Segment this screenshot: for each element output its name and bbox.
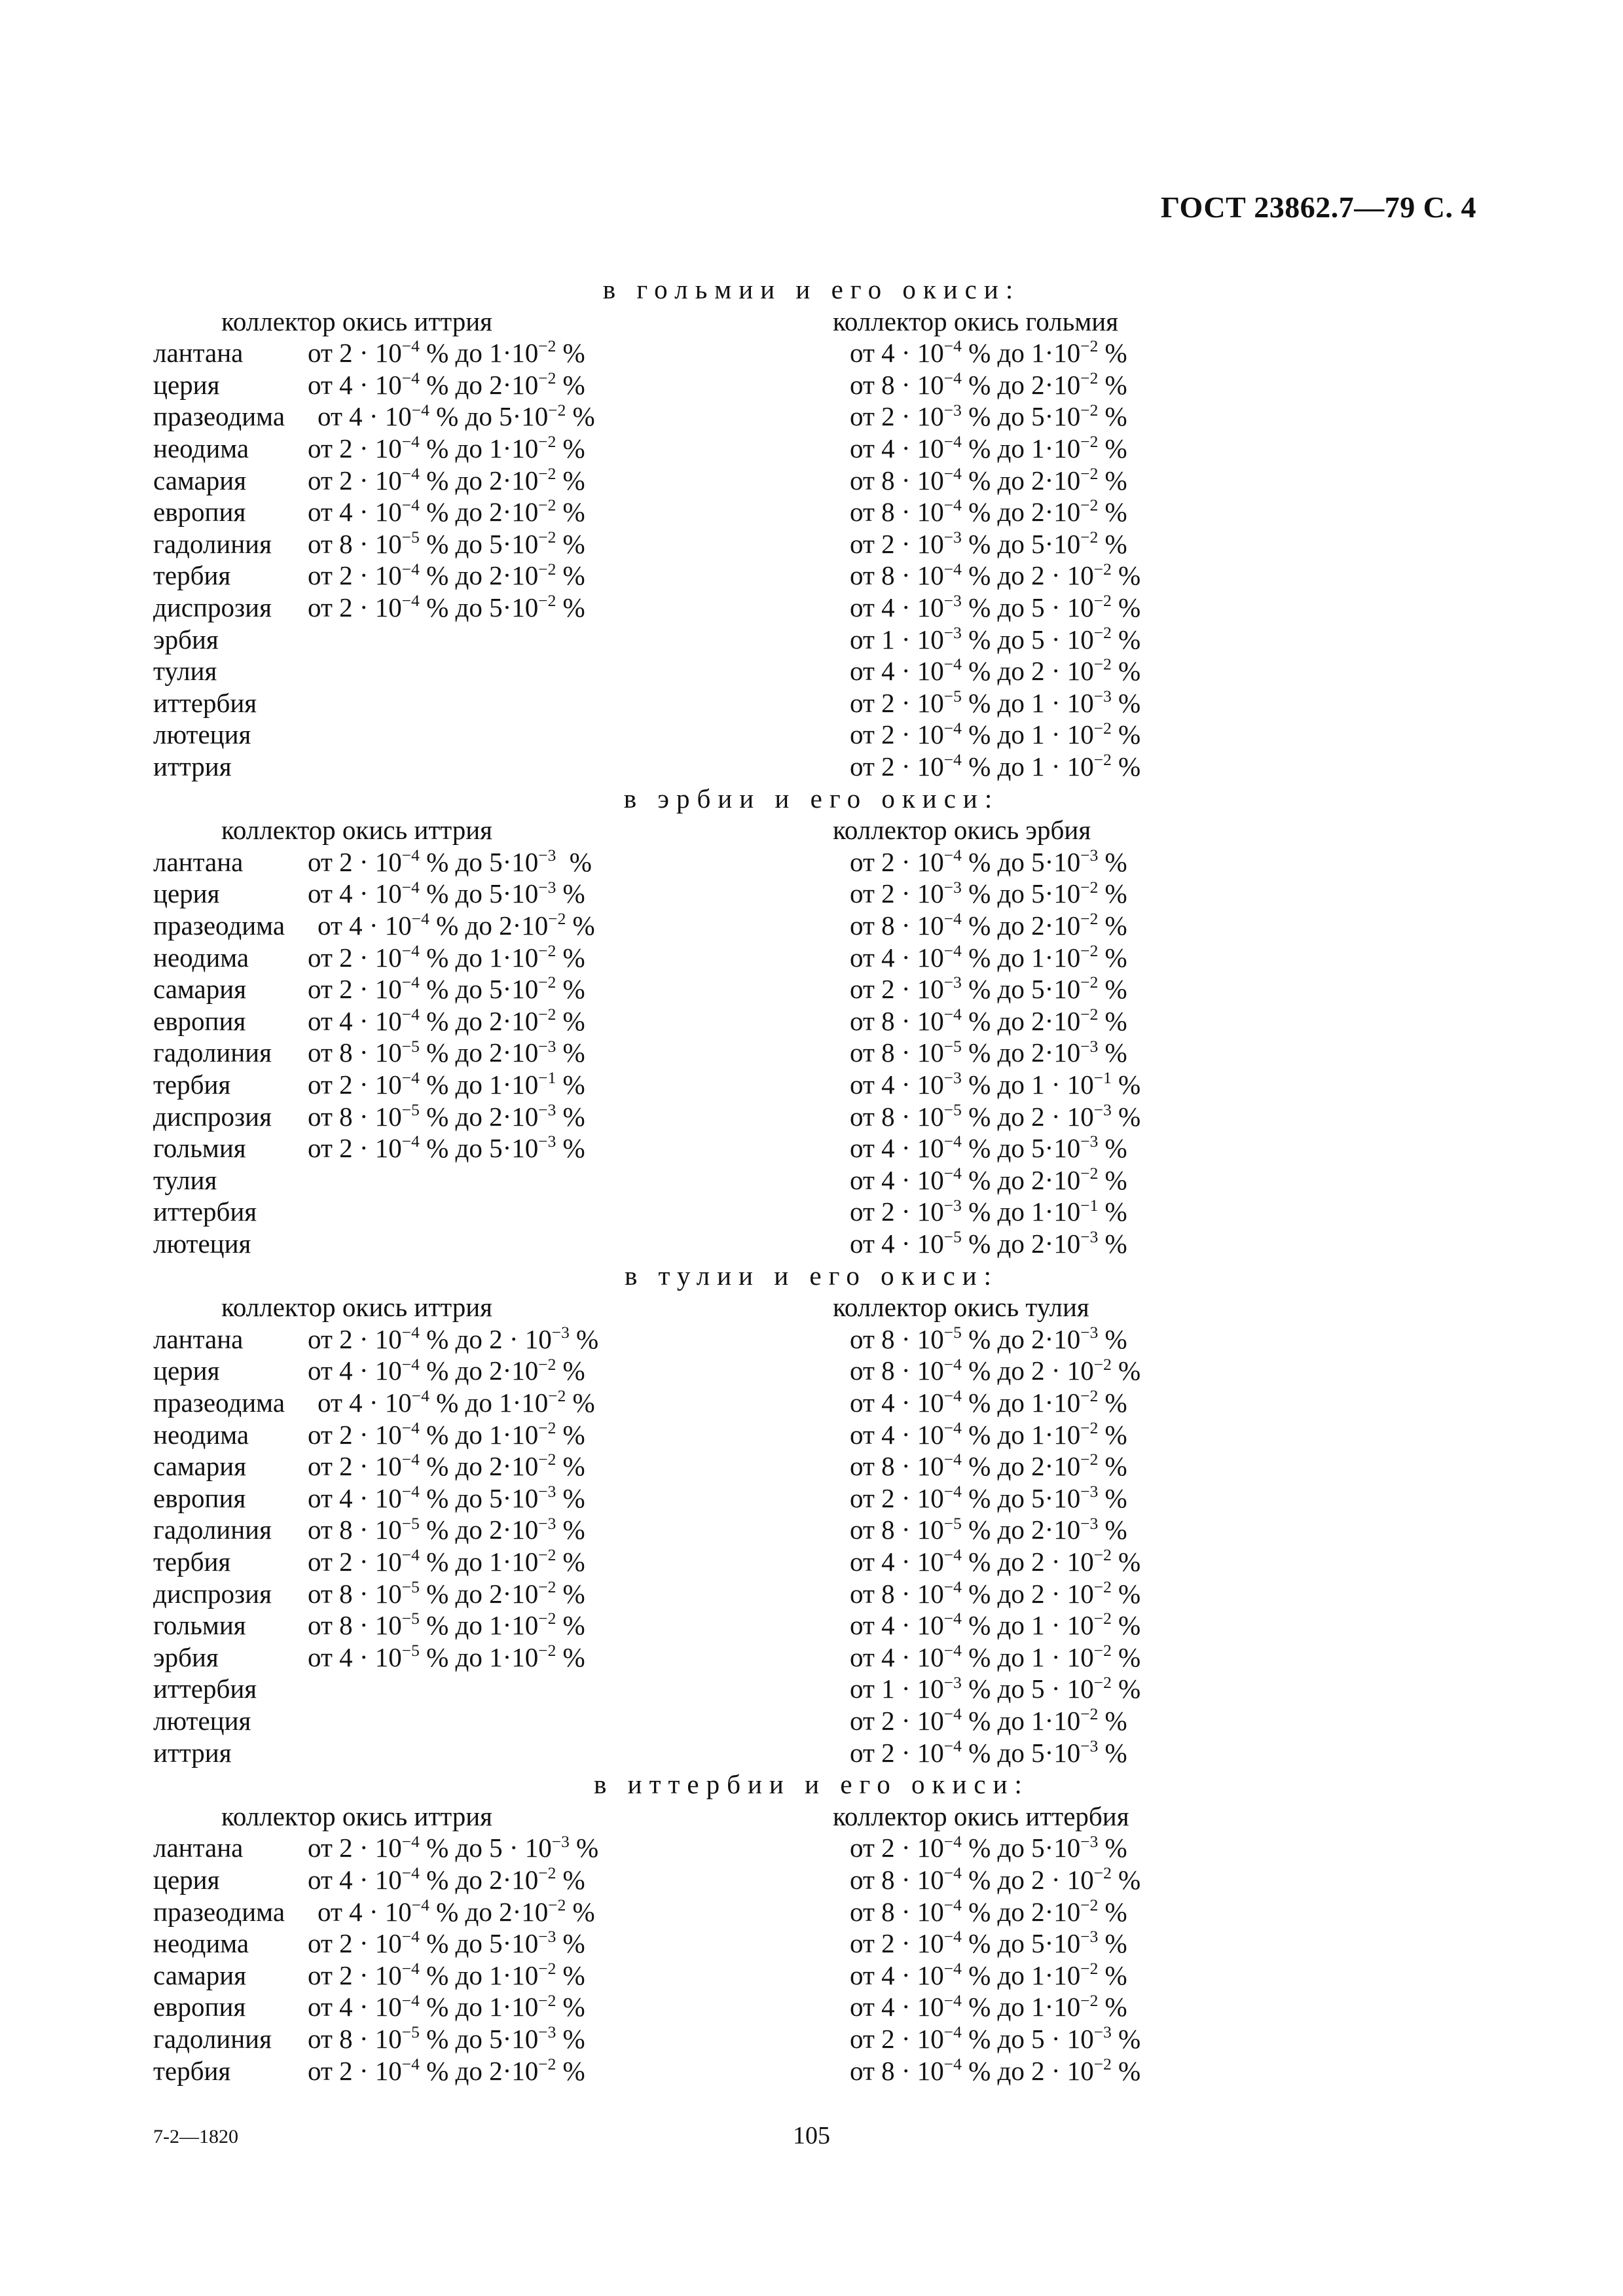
table-row <box>0 1705 1623 1737</box>
range-own-collector: от $2 \cdot 10^{-3}$ % до $5\cdot 10^{-2}$ % <box>850 973 1127 1005</box>
table-row <box>0 465 1623 497</box>
range-own-collector: от $8 \cdot 10^{-4}$ % до $2\cdot 10^{-2}$ % <box>850 496 1127 528</box>
element-name: неодима <box>153 942 249 973</box>
collector-right-heading: коллектор окись тулия <box>833 1292 1089 1323</box>
element-name: самария <box>153 1960 247 1990</box>
range-own-collector: от $2 \cdot 10^{-4}$ % до $5\cdot 10^{-3}$ % <box>850 1736 1127 1768</box>
range-own-collector: от $1 \cdot 10^{-3}$ % до $5 \cdot 10^{-2}$ % <box>850 623 1141 655</box>
table-row <box>0 1737 1623 1769</box>
range-own-collector: от $8 \cdot 10^{-4}$ % до $2 \cdot 10^{-2}$ % <box>850 1577 1141 1609</box>
section-title: в иттербии и его окиси: <box>594 1769 1029 1800</box>
range-own-collector: от $4 \cdot 10^{-5}$ % до $2\cdot 10^{-3}$ % <box>850 1228 1127 1259</box>
element-name: самария <box>153 465 247 495</box>
range-yttrium-collector: от $8 \cdot 10^{-5}$ % до $5\cdot 10^{-3}$ % <box>308 2023 585 2054</box>
range-yttrium-collector: от $2 \cdot 10^{-4}$ % до $5\cdot 10^{-3}$ % <box>308 846 592 877</box>
range-own-collector: от $2 \cdot 10^{-4}$ % до $5\cdot 10^{-3}$ % <box>850 846 1127 877</box>
range-yttrium-collector: от $2 \cdot 10^{-4}$ % до $5\cdot 10^{-2}$ % <box>308 592 585 622</box>
range-yttrium-collector: от $8 \cdot 10^{-5}$ % до $2\cdot 10^{-3}$ % <box>308 1037 585 1068</box>
element-name: гадолиния <box>153 1515 272 1545</box>
range-own-collector: от $8 \cdot 10^{-4}$ % до $2 \cdot 10^{-2}$ % <box>850 1355 1141 1386</box>
range-own-collector: от $2 \cdot 10^{-4}$ % до $1 \cdot 10^{-2}$ % <box>850 751 1141 781</box>
range-yttrium-collector: от $2 \cdot 10^{-4}$ % до $1\cdot 10^{-2}$ % <box>308 1546 585 1577</box>
element-name: церия <box>153 1355 220 1386</box>
range-yttrium-collector: от $2 \cdot 10^{-4}$ % до $5\cdot 10^{-3}$ % <box>308 1132 585 1164</box>
range-yttrium-collector: от $8 \cdot 10^{-5}$ % до $2\cdot 10^{-3}$ % <box>308 1514 585 1545</box>
range-yttrium-collector: от $2 \cdot 10^{-4}$ % до $5\cdot 10^{-3}$ % <box>308 1928 585 1959</box>
range-yttrium-collector: от $2 \cdot 10^{-4}$ % до $1\cdot 10^{-2}$ % <box>308 941 585 973</box>
section-title: в эрбии и его окиси: <box>623 783 1000 814</box>
table-row <box>0 846 1623 878</box>
table-row <box>0 1101 1623 1133</box>
table-row <box>0 1355 1623 1387</box>
element-name: тулия <box>153 1164 217 1195</box>
element-name: иттрия <box>153 751 232 781</box>
table-row <box>0 1864 1623 1896</box>
element-name: празеодима <box>153 1896 285 1927</box>
range-own-collector: от $2 \cdot 10^{-4}$ % до $1 \cdot 10^{-2}$ % <box>850 719 1141 750</box>
print-code: 7-2—1820 <box>153 2126 238 2147</box>
table-row <box>0 1069 1623 1101</box>
range-yttrium-collector: от $4 \cdot 10^{-4}$ % до $2\cdot 10^{-2}$ % <box>308 1005 585 1036</box>
range-own-collector: от $4 \cdot 10^{-4}$ % до $1\cdot 10^{-2}$ % <box>850 1418 1127 1450</box>
range-own-collector: от $4 \cdot 10^{-4}$ % до $2 \cdot 10^{-2}$ % <box>850 1546 1141 1577</box>
range-own-collector: от $2 \cdot 10^{-3}$ % до $5\cdot 10^{-2}$ % <box>850 878 1127 909</box>
range-own-collector: от $8 \cdot 10^{-4}$ % до $2\cdot 10^{-2}$ % <box>850 369 1127 400</box>
element-name: лютеция <box>153 1229 251 1259</box>
range-own-collector: от $4 \cdot 10^{-4}$ % до $5\cdot 10^{-3}$ % <box>850 1132 1127 1164</box>
table-row <box>0 2023 1623 2055</box>
table-row <box>0 1132 1623 1164</box>
range-own-collector: от $4 \cdot 10^{-4}$ % до $1 \cdot 10^{-2}$ % <box>850 1641 1141 1672</box>
element-name: иттербия <box>153 1674 257 1704</box>
element-name: европия <box>153 1992 246 2022</box>
element-name: церия <box>153 369 220 400</box>
range-own-collector: от $8 \cdot 10^{-5}$ % до $2\cdot 10^{-3}$ % <box>850 1037 1127 1068</box>
table-row <box>0 910 1623 942</box>
range-yttrium-collector: от $4 \cdot 10^{-4}$ % до $2\cdot 10^{-2}$ % <box>308 1864 585 1895</box>
range-own-collector: от $2 \cdot 10^{-5}$ % до $1 \cdot 10^{-3}$ % <box>850 687 1141 718</box>
table-row <box>0 878 1623 910</box>
element-name: празеодима <box>153 401 285 432</box>
collector-right-heading: коллектор окись гольмия <box>833 306 1119 336</box>
table-row <box>0 655 1623 687</box>
table-row <box>0 1928 1623 1960</box>
table-row <box>0 1228 1623 1260</box>
element-name: лантана <box>153 1833 244 1863</box>
range-own-collector: от $2 \cdot 10^{-4}$ % до $5\cdot 10^{-3}$ % <box>850 1832 1127 1863</box>
range-own-collector: от $8 \cdot 10^{-4}$ % до $2 \cdot 10^{-2}$ % <box>850 1864 1141 1895</box>
range-yttrium-collector: от $4 \cdot 10^{-4}$ % до $5\cdot 10^{-3}$ % <box>308 1482 585 1513</box>
element-name: иттрия <box>153 1737 232 1768</box>
element-name: церия <box>153 878 220 909</box>
range-own-collector: от $1 \cdot 10^{-3}$ % до $5 \cdot 10^{-2}$ % <box>850 1673 1141 1704</box>
table-row <box>0 942 1623 974</box>
table-row <box>0 1514 1623 1546</box>
range-own-collector: от $2 \cdot 10^{-4}$ % до $1\cdot 10^{-2}$ % <box>850 1705 1127 1736</box>
table-row <box>0 1578 1623 1610</box>
collector-left-heading: коллектор окись иттрия <box>221 1801 493 1831</box>
range-yttrium-collector: от $4 \cdot 10^{-4}$ % до $5\cdot 10^{-3}$ % <box>308 878 585 909</box>
element-name: диспрозия <box>153 1101 272 1132</box>
table-row <box>0 1005 1623 1037</box>
range-yttrium-collector: от $4 \cdot 10^{-4}$ % до $5\cdot 10^{-2}$ % <box>318 401 595 432</box>
range-yttrium-collector: от $4 \cdot 10^{-4}$ % до $2\cdot 10^{-2}$ % <box>318 910 595 941</box>
element-name: лантана <box>153 1323 244 1354</box>
collector-left-heading: коллектор окись иттрия <box>221 1292 493 1323</box>
range-yttrium-collector: от $2 \cdot 10^{-4}$ % до $1\cdot 10^{-2}$ % <box>308 337 585 368</box>
table-row <box>0 1546 1623 1578</box>
element-name: тербия <box>153 1069 231 1100</box>
element-name: празеодима <box>153 1388 285 1418</box>
range-yttrium-collector: от $2 \cdot 10^{-4}$ % до $1\cdot 10^{-2}$ % <box>308 433 585 463</box>
range-own-collector: от $4 \cdot 10^{-4}$ % до $1\cdot 10^{-2}$ % <box>850 433 1127 463</box>
page-header: ГОСТ 23862.7—79 С. 4 <box>1160 190 1476 224</box>
element-name: неодима <box>153 1928 249 1959</box>
table-row <box>0 1323 1623 1355</box>
table-row <box>0 1387 1623 1419</box>
range-yttrium-collector: от $8 \cdot 10^{-5}$ % до $2\cdot 10^{-2}$ % <box>308 1577 585 1609</box>
element-name: европия <box>153 497 246 528</box>
range-yttrium-collector: от $8 \cdot 10^{-5}$ % до $5\cdot 10^{-2}$ % <box>308 528 585 559</box>
range-yttrium-collector: от $2 \cdot 10^{-4}$ % до $1\cdot 10^{-2}$ % <box>308 1960 585 1990</box>
element-name: иттербия <box>153 1196 257 1227</box>
section-title: в гольмии и его окиси: <box>602 274 1021 304</box>
table-row <box>0 687 1623 719</box>
table-row <box>0 719 1623 751</box>
table-row <box>0 624 1623 656</box>
table-row <box>0 751 1623 783</box>
range-yttrium-collector: от $4 \cdot 10^{-4}$ % до $2\cdot 10^{-2}$ % <box>308 496 585 528</box>
element-name: лантана <box>153 846 244 877</box>
table-row <box>0 2055 1623 2087</box>
range-yttrium-collector: от $4 \cdot 10^{-4}$ % до $1\cdot 10^{-2}$ % <box>318 1387 595 1418</box>
collector-right-heading: коллектор окись иттербия <box>833 1801 1129 1831</box>
range-yttrium-collector: от $8 \cdot 10^{-5}$ % до $1\cdot 10^{-2}$ % <box>308 1609 585 1641</box>
table-row <box>0 1991 1623 2023</box>
element-name: лантана <box>153 338 244 368</box>
range-own-collector: от $2 \cdot 10^{-3}$ % до $5\cdot 10^{-2}$ % <box>850 401 1127 432</box>
table-row <box>0 1673 1623 1705</box>
range-own-collector: от $8 \cdot 10^{-4}$ % до $2\cdot 10^{-2}$ % <box>850 1450 1127 1482</box>
table-row <box>0 1196 1623 1228</box>
range-own-collector: от $4 \cdot 10^{-4}$ % до $1\cdot 10^{-2}$ % <box>850 1991 1127 2022</box>
table-row <box>0 528 1623 560</box>
range-own-collector: от $2 \cdot 10^{-4}$ % до $5\cdot 10^{-3}$ % <box>850 1482 1127 1513</box>
element-name: европия <box>153 1482 246 1513</box>
section-title: в тулии и его окиси: <box>624 1260 999 1291</box>
element-name: гадолиния <box>153 528 272 559</box>
table-row <box>0 337 1623 369</box>
table-row <box>0 1896 1623 1928</box>
element-name: эрбия <box>153 624 219 655</box>
table-row <box>0 1832 1623 1864</box>
element-name: тербия <box>153 560 231 591</box>
table-row <box>0 1641 1623 1674</box>
range-yttrium-collector: от $2 \cdot 10^{-4}$ % до $1\cdot 10^{-2}$ % <box>308 1418 585 1450</box>
range-own-collector: от $4 \cdot 10^{-4}$ % до $2 \cdot 10^{-2}$ % <box>850 655 1141 687</box>
range-own-collector: от $8 \cdot 10^{-5}$ % до $2\cdot 10^{-3}$ % <box>850 1323 1127 1354</box>
range-yttrium-collector: от $2 \cdot 10^{-4}$ % до $2 \cdot 10^{-3}$ % <box>308 1323 599 1354</box>
table-row <box>0 433 1623 465</box>
element-name: диспрозия <box>153 1578 272 1609</box>
table-row <box>0 1037 1623 1069</box>
range-own-collector: от $4 \cdot 10^{-3}$ % до $5 \cdot 10^{-2}$ % <box>850 592 1141 622</box>
table-row <box>0 496 1623 528</box>
range-own-collector: от $4 \cdot 10^{-4}$ % до $1\cdot 10^{-2}$ % <box>850 337 1127 368</box>
range-yttrium-collector: от $8 \cdot 10^{-5}$ % до $2\cdot 10^{-3}$ % <box>308 1100 585 1132</box>
range-yttrium-collector: от $4 \cdot 10^{-5}$ % до $1\cdot 10^{-2}$ % <box>308 1641 585 1672</box>
element-name: гадолиния <box>153 2024 272 2054</box>
range-own-collector: от $8 \cdot 10^{-4}$ % до $2 \cdot 10^{-2}$ % <box>850 2054 1141 2086</box>
range-yttrium-collector: от $4 \cdot 10^{-4}$ % до $1\cdot 10^{-2}$ % <box>308 1991 585 2022</box>
range-yttrium-collector: от $2 \cdot 10^{-4}$ % до $5\cdot 10^{-2}$ % <box>308 973 585 1005</box>
element-name: церия <box>153 1865 220 1895</box>
range-own-collector: от $4 \cdot 10^{-4}$ % до $1\cdot 10^{-2}$ % <box>850 941 1127 973</box>
element-name: тулия <box>153 656 217 687</box>
range-own-collector: от $2 \cdot 10^{-3}$ % до $5\cdot 10^{-2}$ % <box>850 528 1127 559</box>
element-name: лютеция <box>153 1706 251 1736</box>
element-name: эрбия <box>153 1641 219 1672</box>
element-name: европия <box>153 1005 246 1036</box>
table-row <box>0 1419 1623 1451</box>
element-name: самария <box>153 1451 247 1482</box>
collector-left-heading: коллектор окись иттрия <box>221 815 493 846</box>
table-row <box>0 973 1623 1005</box>
range-own-collector: от $2 \cdot 10^{-4}$ % до $5 \cdot 10^{-3}$ % <box>850 2023 1141 2054</box>
element-name: гольмия <box>153 1610 246 1641</box>
table-row <box>0 369 1623 401</box>
range-own-collector: от $4 \cdot 10^{-4}$ % до $1\cdot 10^{-2}$ % <box>850 1387 1127 1418</box>
range-own-collector: от $2 \cdot 10^{-3}$ % до $1\cdot 10^{-1}$ % <box>850 1196 1127 1227</box>
range-yttrium-collector: от $2 \cdot 10^{-4}$ % до $2\cdot 10^{-2}$ % <box>308 560 585 591</box>
range-yttrium-collector: от $2 \cdot 10^{-4}$ % до $2\cdot 10^{-2}$ % <box>308 2054 585 2086</box>
range-yttrium-collector: от $2 \cdot 10^{-4}$ % до $1\cdot 10^{-1}$ % <box>308 1069 585 1100</box>
table-row <box>0 1482 1623 1515</box>
element-name: самария <box>153 974 247 1005</box>
range-own-collector: от $8 \cdot 10^{-4}$ % до $2 \cdot 10^{-2}$ % <box>850 560 1141 591</box>
table-row <box>0 560 1623 592</box>
page-number: 105 <box>793 2122 830 2149</box>
range-own-collector: от $8 \cdot 10^{-4}$ % до $2\cdot 10^{-2}$ % <box>850 1005 1127 1036</box>
table-row <box>0 1450 1623 1482</box>
collector-left-heading: коллектор окись иттрия <box>221 306 493 336</box>
table-row <box>0 1960 1623 1992</box>
element-name: неодима <box>153 1419 249 1450</box>
element-name: гольмия <box>153 1133 246 1164</box>
range-yttrium-collector: от $4 \cdot 10^{-4}$ % до $2\cdot 10^{-2}$ % <box>308 1355 585 1386</box>
range-own-collector: от $8 \cdot 10^{-5}$ % до $2 \cdot 10^{-3}$ % <box>850 1100 1141 1132</box>
table-row <box>0 401 1623 433</box>
element-name: гадолиния <box>153 1037 272 1068</box>
range-own-collector: от $4 \cdot 10^{-4}$ % до $1 \cdot 10^{-2}$ % <box>850 1609 1141 1641</box>
collector-right-heading: коллектор окись эрбия <box>833 815 1091 846</box>
element-name: тербия <box>153 2055 231 2086</box>
element-name: лютеция <box>153 719 251 750</box>
element-name: празеодима <box>153 910 285 941</box>
range-yttrium-collector: от $2 \cdot 10^{-4}$ % до $2\cdot 10^{-2}$ % <box>308 464 585 495</box>
range-own-collector: от $8 \cdot 10^{-4}$ % до $2\cdot 10^{-2}$ % <box>850 910 1127 941</box>
range-yttrium-collector: от $2 \cdot 10^{-4}$ % до $2\cdot 10^{-2}$ % <box>308 1450 585 1482</box>
range-own-collector: от $2 \cdot 10^{-4}$ % до $5\cdot 10^{-3}$ % <box>850 1928 1127 1959</box>
element-name: иттербия <box>153 687 257 718</box>
element-name: тербия <box>153 1547 231 1577</box>
range-own-collector: от $4 \cdot 10^{-4}$ % до $2\cdot 10^{-2}$ % <box>850 1164 1127 1195</box>
range-own-collector: от $4 \cdot 10^{-3}$ % до $1 \cdot 10^{-1}$ % <box>850 1069 1141 1100</box>
table-row <box>0 592 1623 624</box>
range-own-collector: от $8 \cdot 10^{-4}$ % до $2\cdot 10^{-2}$ % <box>850 1895 1127 1927</box>
range-own-collector: от $8 \cdot 10^{-5}$ % до $2\cdot 10^{-3}$ % <box>850 1514 1127 1545</box>
range-own-collector: от $4 \cdot 10^{-4}$ % до $1\cdot 10^{-2}$ % <box>850 1960 1127 1990</box>
element-name: неодима <box>153 433 249 463</box>
table-row <box>0 1164 1623 1196</box>
range-own-collector: от $8 \cdot 10^{-4}$ % до $2\cdot 10^{-2}$ % <box>850 464 1127 495</box>
range-yttrium-collector: от $2 \cdot 10^{-4}$ % до $5 \cdot 10^{-3}$ % <box>308 1832 599 1863</box>
table-row <box>0 1609 1623 1641</box>
element-name: диспрозия <box>153 592 272 622</box>
range-yttrium-collector: от $4 \cdot 10^{-4}$ % до $2\cdot 10^{-2}$ % <box>308 369 585 400</box>
range-yttrium-collector: от $4 \cdot 10^{-4}$ % до $2\cdot 10^{-2}$ % <box>318 1895 595 1927</box>
